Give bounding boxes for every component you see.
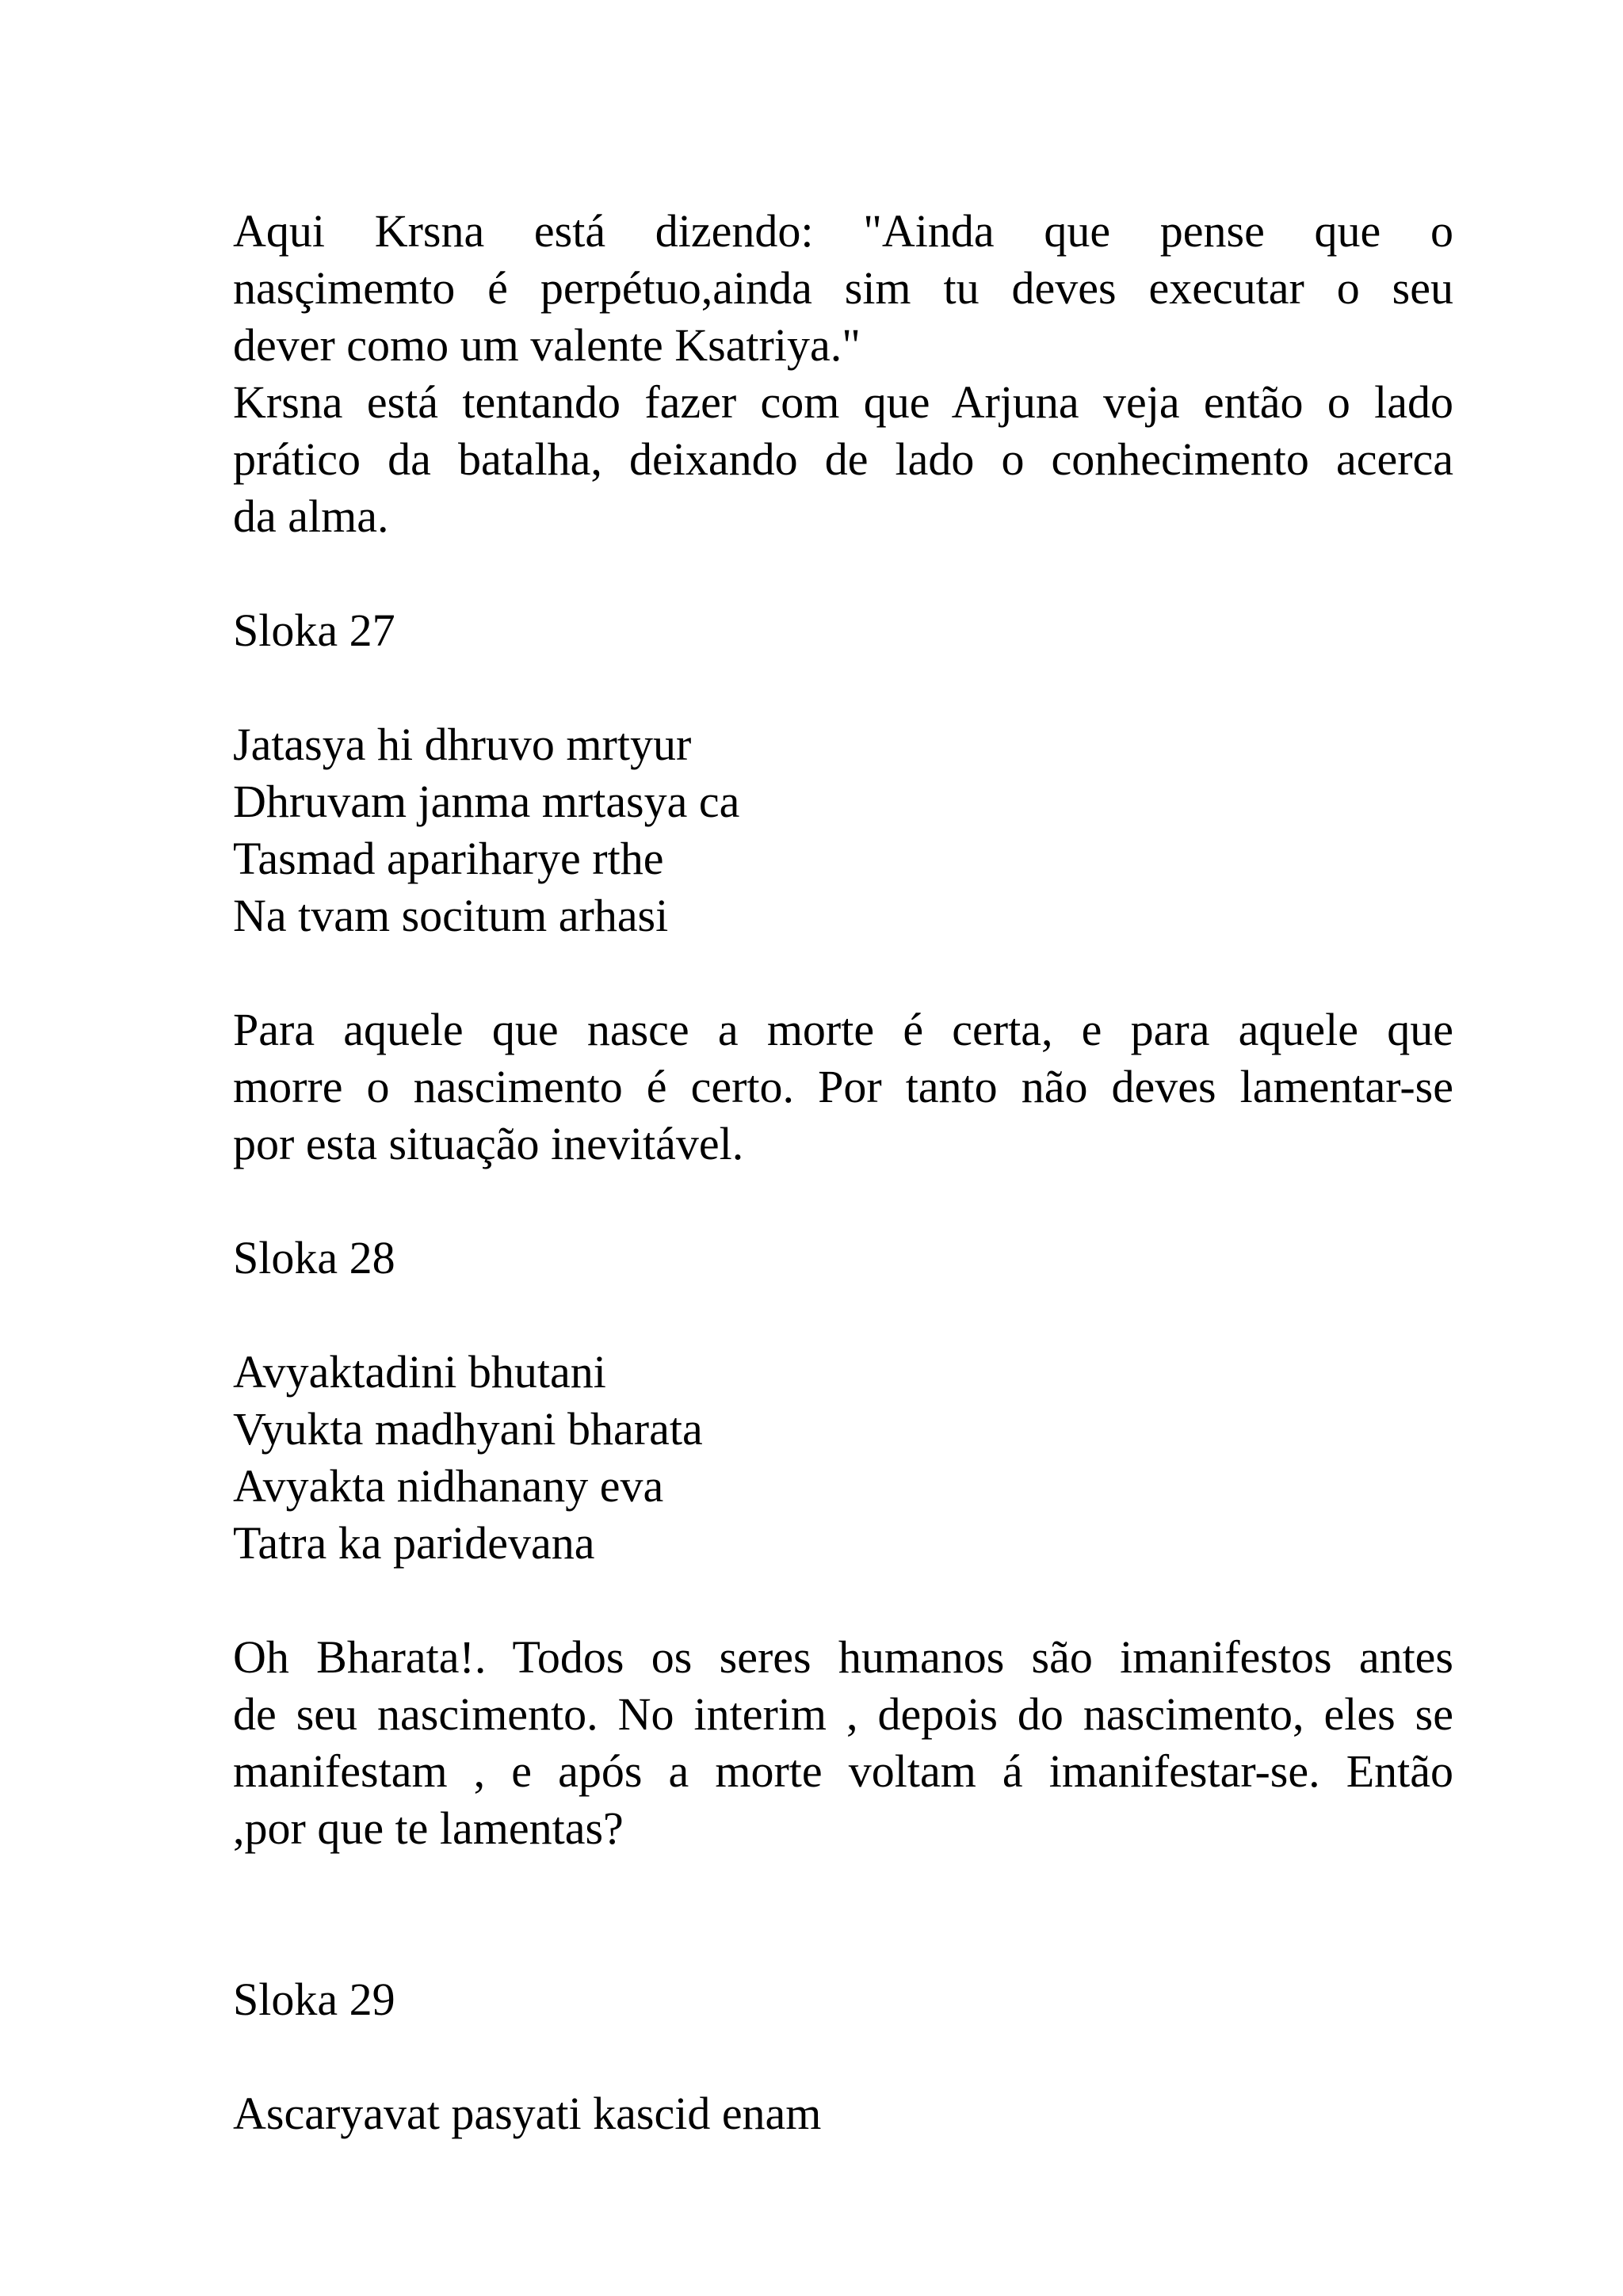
intro-paragraph-2 xyxy=(233,374,1453,545)
verse-line: Tasmad apariharye rthe xyxy=(233,833,664,884)
text-line: Para aquele que nasce a morte é certa, e para aquele que xyxy=(233,1004,1453,1055)
text-line: da alma. xyxy=(233,490,389,542)
text-line: ,por que te lamentas? xyxy=(233,1802,624,1854)
text-line: prático da batalha, deixando de lado o conhecimento acerca xyxy=(233,433,1453,485)
text-line: morre o nascimento é certo. Por tanto não deves lamentar-se xyxy=(233,1061,1453,1112)
verse-line: Avyakta nidhanany eva xyxy=(233,1460,664,1512)
text-line: dever como um valente Ksatriya." xyxy=(233,319,861,371)
sloka-28-heading: Sloka 28 xyxy=(233,1232,395,1283)
text-line: Oh Bharata!. Todos os seres humanos são imanifestos antes xyxy=(233,1631,1453,1683)
sloka-27-verse xyxy=(233,716,1453,944)
verse-line: Jatasya hi dhruvo mrtyur xyxy=(233,719,692,770)
intro-paragraph-1 xyxy=(233,203,1453,374)
sloka-29-verse xyxy=(233,2085,1453,2142)
text-line: Aqui Krsna está dizendo: "Ainda que pense que o xyxy=(233,205,1453,257)
sloka-28-verse xyxy=(233,1344,1453,1572)
text-line: por esta situação inevitável. xyxy=(233,1118,744,1169)
verse-line: Avyaktadini bhutani xyxy=(233,1346,606,1398)
text-line: Krsna está tentando fazer com que Arjuna veja então o lado xyxy=(233,376,1453,428)
verse-line: Vyukta madhyani bharata xyxy=(233,1403,703,1455)
text-line: nasçimemto é perpétuo,ainda sim tu deves executar o seu xyxy=(233,262,1453,314)
verse-line: Tatra ka paridevana xyxy=(233,1517,595,1569)
sloka-27-translation xyxy=(233,1001,1453,1173)
sloka-27-heading: Sloka 27 xyxy=(233,605,395,656)
sloka-29-heading: Sloka 29 xyxy=(233,1974,395,2025)
text-line: manifestam , e após a morte voltam á imanifestar-se. Então xyxy=(233,1745,1453,1797)
document-body xyxy=(233,203,1453,2142)
text-line: de seu nascimento. No interim , depois do nascimento, eles se xyxy=(233,1688,1453,1740)
verse-line: Ascaryavat pasyati kascid enam xyxy=(233,2088,822,2139)
verse-line: Na tvam socitum arhasi xyxy=(233,890,669,941)
sloka-28-translation xyxy=(233,1629,1453,1857)
verse-line: Dhruvam janma mrtasya ca xyxy=(233,776,740,827)
